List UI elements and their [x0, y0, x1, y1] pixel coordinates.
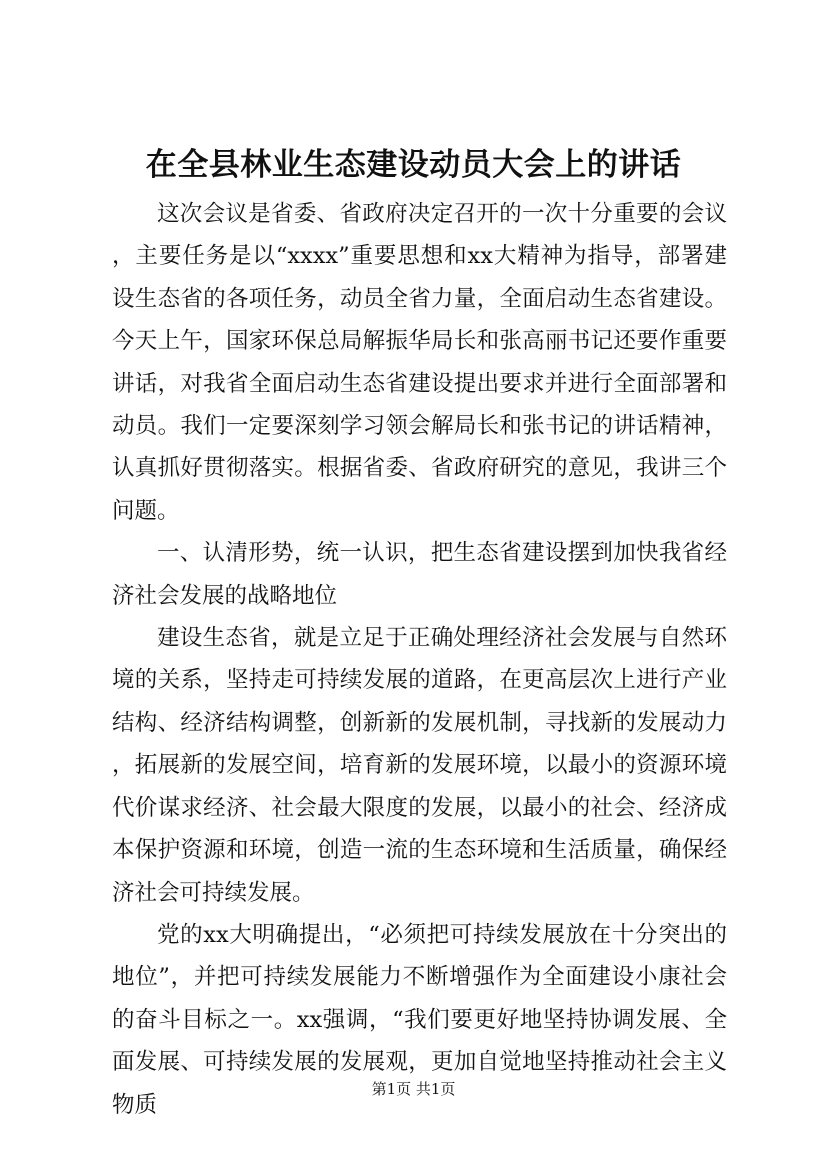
document-body: [112, 193, 727, 1126]
document-title: 在全县林业生态建设动员大会上的讲话: [145, 147, 682, 183]
body-paragraph: 党的xx大明确提出，“必须把可持续发展放在十分突出的地位”，并把可持续发展能力不断增强作为全面建设小康社会的奋斗目标之一。xx强调，“我们要更好地坚持协调发展、全面发展、可持续发展的发展观，更加自觉地坚持推动社会主义物质: [112, 921, 727, 1118]
section-heading: 一、认清形势，统一认识，把生态省建设摆到加快我省经济社会发展的战略地位: [112, 540, 727, 609]
body-paragraph: 建设生态省，就是立足于正确处理经济社会发展与自然环境的关系，坚持走可持续发展的道路，在更高层次上进行产业结构、经济结构调整，创新新的发展机制，寻找新的发展动力，拓展新的发展空间，培育新的发展环境，以最小的资源环境代价谋求经济、社会最大限度的发展，以最小的社会、经济成本保护资源和环境，创造一流的生态环境和生活质量，确保经济社会可持续发展。: [112, 625, 727, 906]
body-paragraph: 这次会议是省委、省政府决定召开的一次十分重要的会议，主要任务是以“xxxx”重要思想和xx大精神为指导，部署建设生态省的各项任务，动员全省力量，全面启动生态省建设。今天上午，国家环保总局解振华局长和张高丽书记还要作重要讲话，对我省全面启动生态省建设提出要求并进行全面部署和动员。我们一定要深刻学习领会解局长和张书记的讲话精神，认真抓好贯彻落实。根据省委、省政府研究的意见，我讲三个问题。: [112, 201, 727, 524]
page-number-footer: 第1页 共1页: [371, 1080, 456, 1098]
